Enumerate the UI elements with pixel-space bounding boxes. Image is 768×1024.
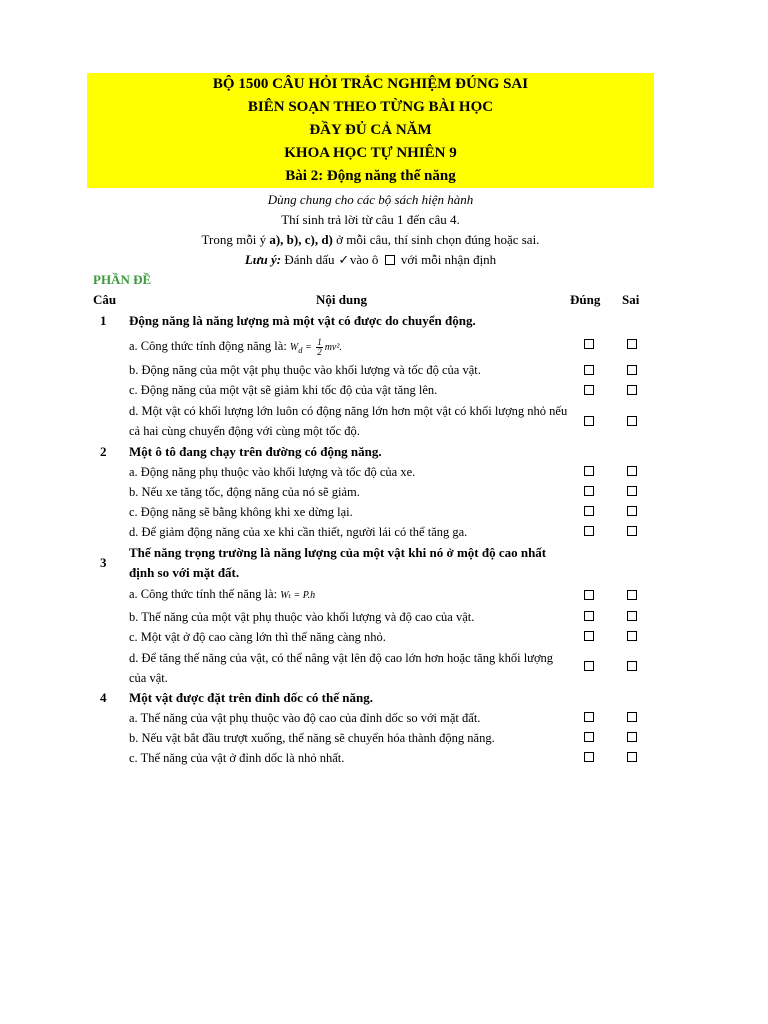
- title-banner: [87, 73, 654, 188]
- formula-fraction: [316, 338, 323, 357]
- question-2-option-a: a. Động năng phụ thuộc vào khối lượng và tốc độ của xe.: [129, 465, 416, 479]
- banner-line-1: BỘ 1500 CÂU HỎI TRẮC NGHIỆM ĐÚNG SAI: [212, 76, 529, 92]
- fraction-numerator: 1: [317, 337, 322, 348]
- q1b-false-checkbox[interactable]: [627, 365, 637, 375]
- potential-energy-formula: Wₜ = P.h: [280, 590, 316, 601]
- header-content: Nội dung: [316, 292, 367, 307]
- q1d-false-checkbox[interactable]: [627, 416, 637, 426]
- note-label: Lưu ý:: [244, 252, 282, 267]
- header-true: Đúng: [570, 292, 601, 307]
- question-1-option-a: [129, 336, 569, 361]
- option-text: a. Công thức tính thế năng là:: [129, 587, 278, 601]
- q2c-false-checkbox[interactable]: [627, 506, 637, 516]
- question-1-option-b: b. Động năng của một vật phụ thuộc vào khối lượng và tốc độ của vật.: [129, 363, 481, 377]
- question-3-option-d: d. Để tăng thế năng của vật, có thể nâng vật lên độ cao lớn hơn hoặc tăng khối lượng của vật.: [129, 651, 554, 685]
- banner-line-2: BIÊN SOẠN THEO TỪNG BÀI HỌC: [247, 99, 494, 115]
- question-2-stem: Một ô tô đang chạy trên đường có động năng.: [129, 444, 382, 459]
- formula-lhs: W: [289, 342, 299, 353]
- q2d-true-checkbox[interactable]: [584, 526, 594, 536]
- header-false: Sai: [622, 292, 640, 307]
- q3b-true-checkbox[interactable]: [584, 611, 594, 621]
- question-4-option-c: c. Thế năng của vật ở đỉnh dốc là nhỏ nhất.: [129, 751, 345, 765]
- q4b-true-checkbox[interactable]: [584, 732, 594, 742]
- question-1-option-d: d. Một vật có khối lượng lớn luôn có động năng lớn hơn một vật có khối lượng nhỏ nếu cả hai cùng chuyển động với cùng một tốc độ.: [129, 404, 568, 438]
- q3a-false-checkbox[interactable]: [627, 590, 637, 600]
- q4a-false-checkbox[interactable]: [627, 712, 637, 722]
- question-2-option-d: d. Để giảm động năng của xe khi cần thiết, người lái có thể tăng ga.: [129, 525, 468, 539]
- answer-range: Thí sinh trả lời từ câu 1 đến câu 4.: [281, 212, 460, 227]
- shared-note: Dùng chung cho các bộ sách hiện hành: [267, 192, 474, 207]
- question-2-option-b: b. Nếu xe tăng tốc, động năng của nó sẽ giảm.: [129, 485, 360, 499]
- q2c-true-checkbox[interactable]: [584, 506, 594, 516]
- question-1-stem: Động năng là năng lượng mà một vật có được do chuyển động.: [129, 313, 476, 328]
- q3a-true-checkbox[interactable]: [584, 590, 594, 600]
- question-1-option-c: c. Động năng của một vật sẽ giảm khi tốc độ của vật tăng lên.: [129, 383, 438, 397]
- banner-line-5: Bài 2: Động năng thế năng: [285, 168, 456, 184]
- question-3-number: 3: [100, 555, 107, 570]
- q2a-true-checkbox[interactable]: [584, 466, 594, 476]
- note-part2: vào ô: [349, 252, 379, 267]
- question-4-number: 4: [100, 690, 107, 705]
- q3c-false-checkbox[interactable]: [627, 631, 637, 641]
- question-4-option-a: a. Thế năng của vật phụ thuộc vào độ cao của đỉnh dốc so với mặt đất.: [129, 711, 481, 725]
- q1c-false-checkbox[interactable]: [627, 385, 637, 395]
- formula-rhs: mv².: [324, 342, 342, 353]
- question-2-number: 2: [100, 444, 107, 459]
- question-3-stem: Thế năng trọng trường là năng lượng của một vật khi nó ở một độ cao nhất định so với mặt đất.: [129, 545, 547, 580]
- question-3-option-a: [129, 584, 569, 606]
- q4b-false-checkbox[interactable]: [627, 732, 637, 742]
- question-3-option-c: c. Một vật ở độ cao càng lớn thì thế năng càng nhỏ.: [129, 630, 386, 644]
- q1b-true-checkbox[interactable]: [584, 365, 594, 375]
- banner-line-3: ĐẦY ĐỦ CẢ NĂM: [309, 122, 432, 138]
- fraction-denominator: 2: [317, 347, 322, 358]
- question-2-option-c: c. Động năng sẽ bằng không khi xe dừng lại.: [129, 505, 353, 519]
- instruction-line: [87, 232, 654, 248]
- question-4-option-b: b. Nếu vật bắt đầu trượt xuống, thế năng sẽ chuyển hóa thành động năng.: [129, 731, 495, 745]
- q3c-true-checkbox[interactable]: [584, 631, 594, 641]
- checkmark-icon: ✓: [338, 252, 350, 267]
- q2b-false-checkbox[interactable]: [627, 486, 637, 496]
- q4c-true-checkbox[interactable]: [584, 752, 594, 762]
- note-part1: Đánh dấu: [284, 252, 335, 267]
- note-part3: với mỗi nhận định: [400, 252, 497, 267]
- question-4-stem: Một vật được đặt trên đỉnh dốc có thế năng.: [129, 690, 373, 705]
- instruction-prefix: Trong mỗi ý: [201, 232, 267, 247]
- q3d-false-checkbox[interactable]: [627, 661, 637, 671]
- q1d-true-checkbox[interactable]: [584, 416, 594, 426]
- q2a-false-checkbox[interactable]: [627, 466, 637, 476]
- q2b-true-checkbox[interactable]: [584, 486, 594, 496]
- q1a-false-checkbox[interactable]: [627, 339, 637, 349]
- q2d-false-checkbox[interactable]: [627, 526, 637, 536]
- option-text: a. Công thức tính động năng là:: [129, 339, 287, 353]
- q3d-true-checkbox[interactable]: [584, 661, 594, 671]
- q4c-false-checkbox[interactable]: [627, 752, 637, 762]
- checkbox-square-icon: [385, 255, 395, 265]
- q3b-false-checkbox[interactable]: [627, 611, 637, 621]
- instruction-letters: a), b), c), d): [269, 232, 333, 247]
- banner-line-4: KHOA HỌC TỰ NHIÊN 9: [284, 145, 457, 161]
- section-title: PHẦN ĐỀ: [93, 272, 152, 287]
- note-line: [87, 252, 654, 268]
- instruction-suffix: ở mỗi câu, thí sinh chọn đúng hoặc sai.: [336, 232, 540, 247]
- question-3-option-b: b. Thế năng của một vật phụ thuộc vào khối lượng và độ cao của vật.: [129, 610, 475, 624]
- q1a-true-checkbox[interactable]: [584, 339, 594, 349]
- question-1-number: 1: [100, 313, 107, 328]
- q1c-true-checkbox[interactable]: [584, 385, 594, 395]
- header-question-number: Câu: [93, 292, 117, 307]
- q4a-true-checkbox[interactable]: [584, 712, 594, 722]
- formula-sub: d: [298, 346, 303, 355]
- kinetic-energy-formula: $W_d$ = $\frac{1}{2}$ mv².: [289, 337, 342, 358]
